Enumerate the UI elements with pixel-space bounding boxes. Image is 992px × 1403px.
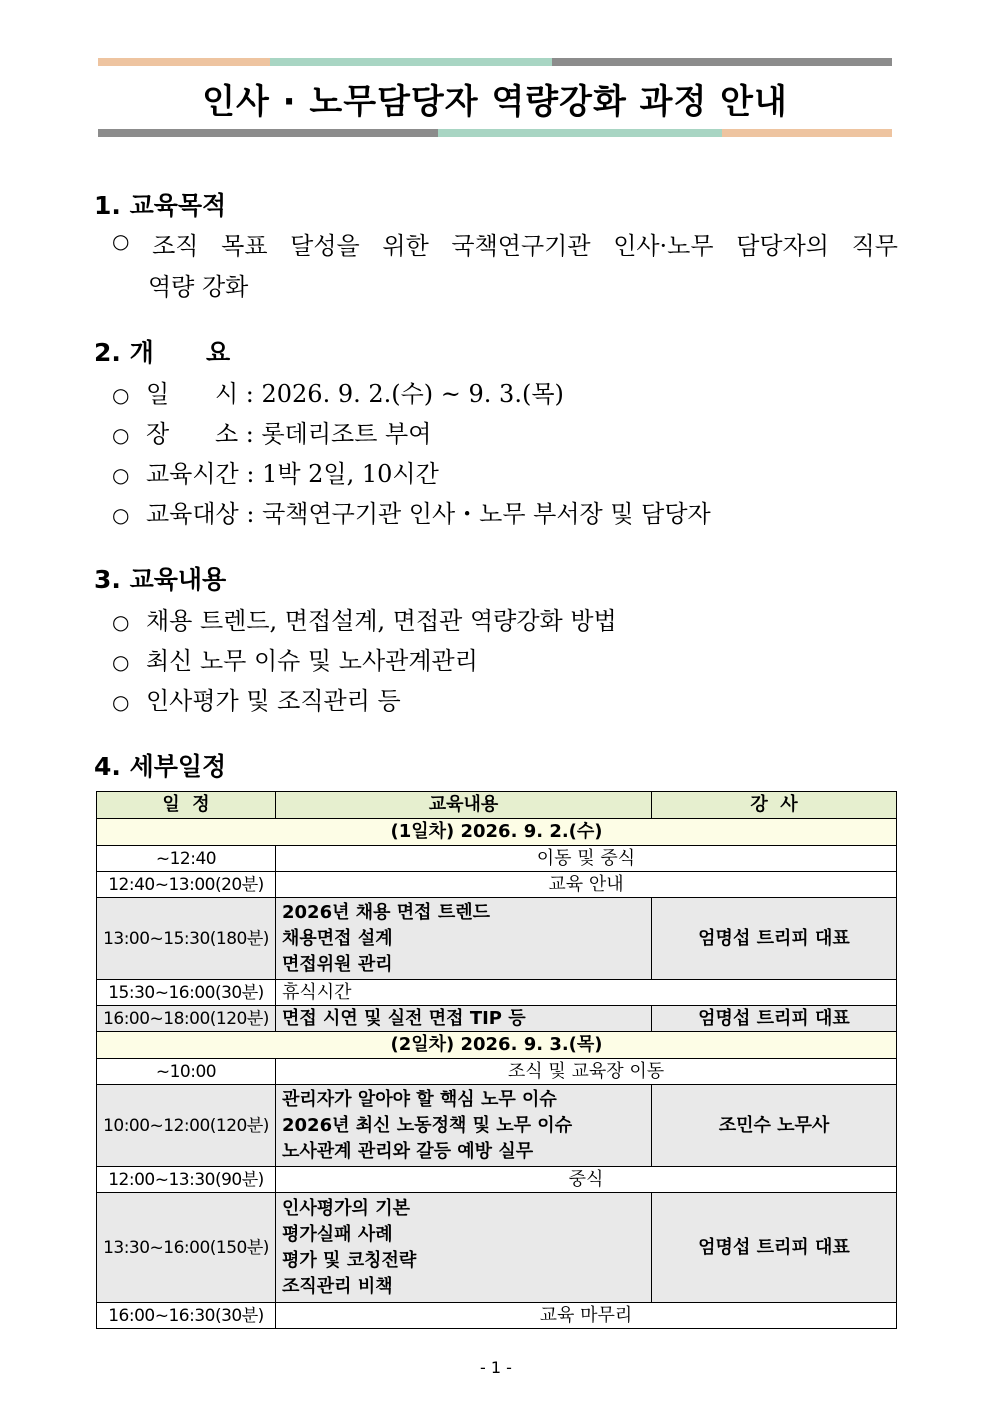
- time-cell: ~10:00: [97, 1059, 276, 1085]
- day1-row: [97, 819, 897, 846]
- header-date: 일 정: [97, 792, 276, 819]
- content-line: 평가 및 코칭전략: [282, 1249, 417, 1271]
- content-item: [112, 641, 478, 676]
- time-cell: 13:30~16:00(150분): [97, 1193, 276, 1303]
- table-row: [97, 846, 897, 872]
- bullet-marker: ○: [112, 463, 130, 487]
- bullet-marker: ○: [112, 383, 130, 407]
- day2-row: [97, 1032, 897, 1059]
- section-heading-content: 3. 교육내용: [94, 565, 227, 594]
- table-row: [97, 980, 897, 1006]
- time-cell: 10:00~12:00(120분): [97, 1085, 276, 1167]
- overview-item-date: [112, 374, 564, 409]
- purpose-word: 목표: [221, 232, 268, 260]
- table-row: [97, 1085, 897, 1167]
- content-cell: 교육 마무리: [276, 1303, 897, 1329]
- content-line: 평가실패 사례: [282, 1223, 393, 1245]
- instructor-cell: 엄명섭 트리피 대표: [652, 1006, 897, 1032]
- purpose-word: 위한: [382, 232, 429, 260]
- content-cell: 교육 안내: [276, 872, 897, 898]
- bottom-bar-gray: [98, 129, 438, 137]
- content-text: 인사평가 및 조직관리 등: [146, 687, 401, 715]
- header-content: 교육내용: [276, 792, 652, 819]
- content-cell: [276, 1193, 652, 1303]
- purpose-line: [112, 226, 898, 261]
- section-heading-schedule: 4. 세부일정: [94, 752, 227, 781]
- overview-text: 장 소 : 롯데리조트 부여: [146, 420, 432, 448]
- bullet-marker: ○: [112, 610, 130, 634]
- table-row: [97, 1006, 897, 1032]
- table-row: [97, 872, 897, 898]
- instructor-cell: 엄명섭 트리피 대표: [652, 1193, 897, 1303]
- bullet-marker: ○: [112, 423, 130, 447]
- content-line: 2026년 최신 노동정책 및 노무 이슈: [282, 1114, 573, 1136]
- bullet-marker: ○: [112, 650, 130, 674]
- instructor-cell: 조민수 노무사: [652, 1085, 897, 1167]
- overview-item-target: [112, 494, 711, 529]
- bullet-marker: ○: [112, 503, 130, 527]
- table-row: [97, 1059, 897, 1085]
- time-cell: 16:00~18:00(120분): [97, 1006, 276, 1032]
- top-bar-peach: [98, 58, 270, 66]
- content-cell: 면접 시연 및 실전 면접 TIP 등: [276, 1006, 652, 1032]
- content-line: 관리자가 알아야 할 핵심 노무 이슈: [282, 1088, 557, 1110]
- bottom-bar-peach: [722, 129, 892, 137]
- content-cell: 중식: [276, 1167, 897, 1193]
- overview-item-hours: [112, 454, 439, 489]
- overview-text: 교육시간 : 1박 2일, 10시간: [146, 460, 439, 488]
- table-row: [97, 1193, 897, 1303]
- content-line: 면접위원 관리: [282, 953, 393, 975]
- time-cell: 13:00~15:30(180분): [97, 898, 276, 980]
- page-title: 인사 · 노무담당자 역량강화 과정 안내: [202, 82, 788, 122]
- instructor-cell: 엄명섭 트리피 대표: [652, 898, 897, 980]
- overview-text: 교육대상 : 국책연구기관 인사・노무 부서장 및 담당자: [146, 500, 711, 528]
- table-row: [97, 1167, 897, 1193]
- purpose-word: 조직: [152, 232, 199, 260]
- content-line: 채용면접 설계: [282, 927, 393, 949]
- table-row: [97, 898, 897, 980]
- content-cell: 이동 및 중식: [276, 846, 897, 872]
- content-text: 채용 트렌드, 면접설계, 면접관 역량강화 방법: [146, 607, 617, 635]
- content-cell: 조식 및 교육장 이동: [276, 1059, 897, 1085]
- purpose-word: 직무: [851, 232, 898, 260]
- purpose-continuation: 역량 강화: [148, 273, 249, 301]
- content-line: 인사평가의 기본: [282, 1197, 410, 1219]
- purpose-word: 국책연구기관: [451, 232, 591, 260]
- content-cell: [276, 1085, 652, 1167]
- purpose-word: 달성을: [290, 232, 360, 260]
- time-cell: 15:30~16:00(30분): [97, 980, 276, 1006]
- top-bar-green: [270, 58, 552, 66]
- day1-label: (1일차) 2026. 9. 2.(수): [97, 819, 897, 846]
- bottom-bar-green: [438, 129, 722, 137]
- time-cell: 12:40~13:00(20분): [97, 872, 276, 898]
- top-bar-gray: [552, 58, 892, 66]
- content-cell: 휴식시간: [276, 980, 897, 1006]
- content-line: 조직관리 비책: [282, 1275, 393, 1297]
- time-cell: ~12:40: [97, 846, 276, 872]
- content-item: [112, 601, 617, 636]
- content-line: 2026년 채용 면접 트렌드: [282, 901, 491, 923]
- content-text: 최신 노무 이슈 및 노사관계관리: [146, 647, 478, 675]
- time-cell: 16:00~16:30(30분): [97, 1303, 276, 1329]
- time-cell: 12:00~13:30(90분): [97, 1167, 276, 1193]
- content-item: [112, 681, 401, 716]
- day2-label: (2일차) 2026. 9. 3.(목): [97, 1032, 897, 1059]
- bullet-marker: ○: [112, 229, 130, 253]
- purpose-word: 인사·노무: [613, 232, 714, 260]
- section-heading-overview: 2. 개 요: [94, 338, 231, 367]
- purpose-word: 담당자의: [736, 232, 829, 260]
- table-row: [97, 1303, 897, 1329]
- bullet-marker: ○: [112, 690, 130, 714]
- page-number: - 1 -: [480, 1358, 512, 1377]
- table-header-row: [97, 792, 897, 819]
- schedule-table: [96, 791, 897, 1329]
- section-heading-purpose: 1. 교육목적: [94, 191, 227, 220]
- overview-text: 일 시 : 2026. 9. 2.(수) ~ 9. 3.(목): [146, 380, 564, 408]
- header-instructor: 강 사: [652, 792, 897, 819]
- content-line: 노사관계 관리와 갈등 예방 실무: [282, 1140, 534, 1162]
- overview-item-place: [112, 414, 431, 449]
- content-cell: [276, 898, 652, 980]
